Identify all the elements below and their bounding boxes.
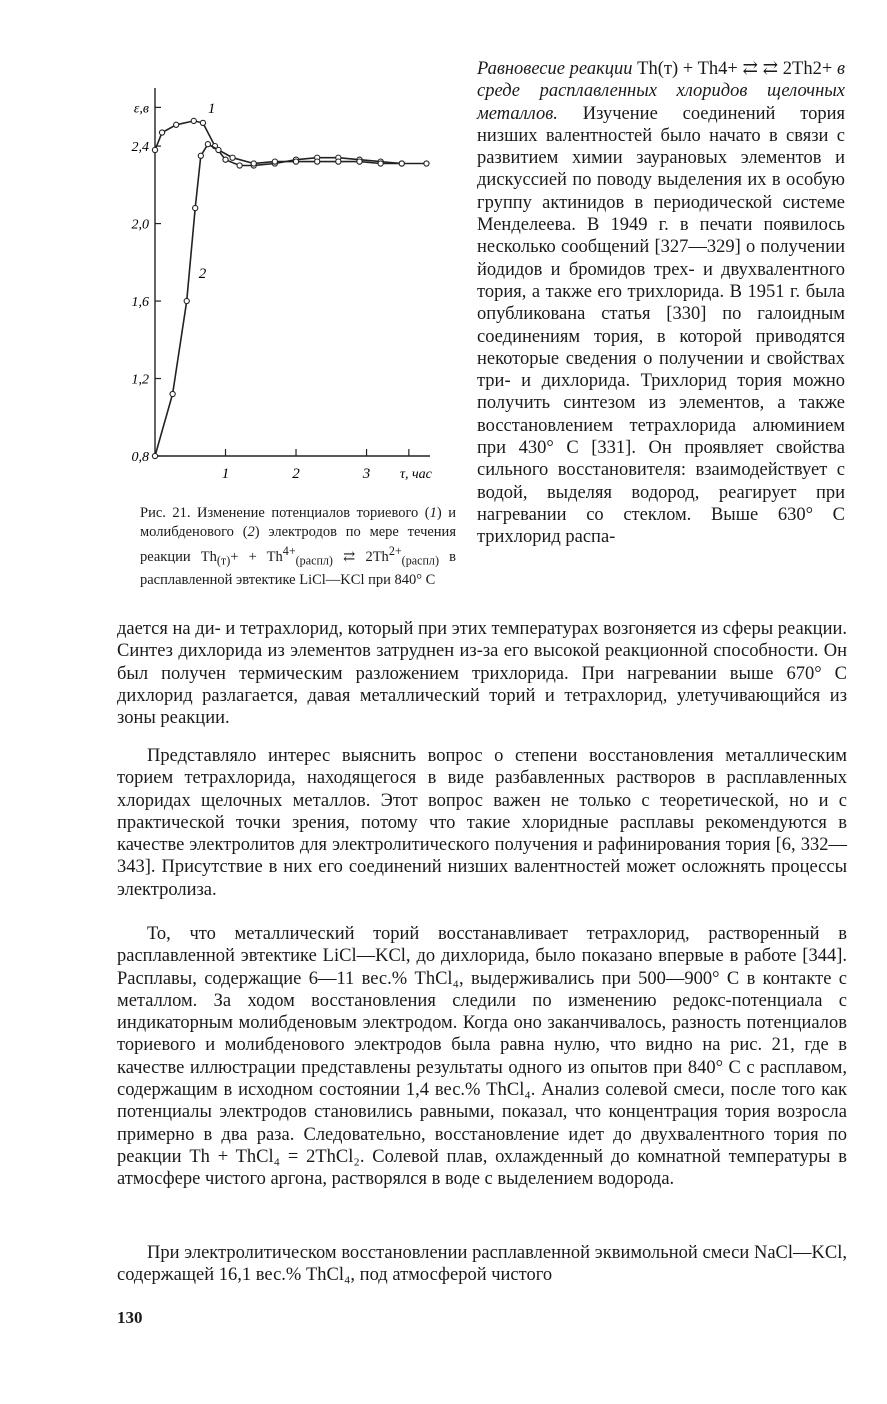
y-tick-label: 2,4 [131,140,149,156]
caption-sub: (распл) [295,553,333,568]
data-point [184,298,189,303]
right-column-body: Изучение соединений тория низших валентностей было начато в связи с развитием химии заурановых элементов и дискуссией по поводу выделения их в особую группу актинидов в периодической системе Менделеева. В 1949 г. в печати появилось несколько сообщений [327—329] о получении йодидов и бромидов трех- и двухвалентного тория, а также его трихлорида. В 1951 г. была опубликована статья [330] по галоидным соединениям тория, в которой приводятся некоторые сведения о получении и свойствах три- и дихлорида. Трихлорид тория можно получить синтезом из элементов, а также восстановлением тетрахлорида алюминием при 430° C [331]. Он проявляет свойства сильного восстановителя: взаимодействует с водой, выделяя водород, реагирует при нагревании со стеклом. Выше 630° C трихлорид распа- [477,103,845,548]
heading-equation: Th(т) + Th4+ ⇄ ⇄ 2Th2+ [632,59,833,79]
data-point [200,120,205,125]
caption-sup: 2+ [388,544,402,558]
data-point [424,161,429,166]
data-point [170,391,175,396]
y-tick-label: 1,6 [131,295,149,311]
series-line-1 [155,121,427,166]
data-point [223,157,228,162]
data-point [399,161,404,166]
x-tick-label: 1 [221,466,230,482]
y-tick-label: 0,8 [131,450,149,465]
data-point [191,118,196,123]
caption-curve-2: 2 [247,524,255,540]
caption-sup: 4+ [282,544,296,558]
x-axis-label: τ, час [399,467,432,482]
caption-curve-1: 1 [429,505,437,521]
data-point [336,159,341,164]
curve-label-2: 2 [198,265,207,282]
data-point [216,147,221,152]
paragraph-4: При электролитическом восстановлении расплавленной эквимольной смеси NaCl—KCl, содержащей 16,1 вес.% ThCl₄, под атмосферой чистого [117,1243,847,1286]
caption-sub: (распл) [401,553,439,568]
figure-21 [112,78,457,498]
x-tick-label: 3 [362,466,371,482]
curve-label-1: 1 [207,101,216,118]
data-point [378,161,383,166]
caption-text: ) электродов по мере течения реакции Th [140,524,456,565]
y-tick-label: 1,2 [131,372,149,388]
caption-text: + + Th [230,548,283,565]
right-column-text [477,58,845,549]
caption-text: в расплавленной эвтектике LiCl—KCl при 840° C [140,548,456,588]
paragraph-2: Представляло интерес выяснить вопрос о степени восстановления металлическим торием тетрахлорида, находящегося в виде разбавленных растворов в расплавленных хлоридах щелочных металлов. Этот вопрос важен не только с теоретической, но и с практической точки зрения, потому что такие хлоридные расплавы рекомендуются в качестве электролитов для электролитического получения и рафинирования тория [6, 332—343]. Присутствие в них его соединений низших валентностей может осложнять процессы электролиза. [117,746,847,900]
paragraph-3: То, что металлический торий восстанавливает тетрахлорид, растворенный в расплавленной эвтектике LiCl—KCl, до дихлорида, было показано впервые в работе [344]. Расплавы, содержащие 6—11 вес.% ThCl₄, выдерживались при 500—900° C в контакте с металлом. За ходом восстановления следили по изменению редокс-потенциала с индикаторным молибденовым электродом. Когда оно заканчивалось, разность потенциалов ториевого и молибденового электродов была равна нулю, что видно на рис. 21, где в качестве иллюстрации представлены результаты одного из опытов при 840° C с расплавом, содержащим в исходном состоянии 1,4 вес.% ThCl₄. Анализ солевой смеси, после того как потенциалы электродов становились равными, показал, что концентрация тория возросла примерно в два раза. Следовательно, восстановление идет до двухвалентного тория по реакции Th + ThCl₄ = 2ThCl₂. Солевой плав, охлажденный до комнатной температуры в атмосфере чистого аргона, растворялся в воде с выделением водорода. [117,924,847,1190]
data-point [174,122,179,127]
data-point [357,159,362,164]
caption-text: ) и молибденового ( [140,505,456,540]
potential-chart [112,78,457,498]
series-line-2 [155,144,402,456]
paragraph-1: дается на ди- и тетрахлорид, который при этих температурах возгоняется из сферы реакции. Синтез дихлорида из элементов затруднен из-за его высокой реакционной способности. Он был получен термическим разложением трихлорида. При нагревании выше 670° C дихлорид разлагается, давая металлический торий и тетрахлорид, улетучивающийся из зоны реакции. [117,619,847,729]
x-tick-label: 2 [292,466,300,482]
y-tick-label: 2,0 [131,217,149,233]
section-heading: Равновесие реакции [477,59,633,79]
caption-sub: (т) [216,553,231,568]
y-tick-label: ε,в [133,101,149,117]
data-point [152,147,157,152]
data-point [193,205,198,210]
data-point [315,159,320,164]
data-point [230,155,235,160]
data-point [237,163,242,168]
data-point [198,153,203,158]
section-heading-rest: в среде расплавленных хлоридов щелочных металлов. [477,59,845,124]
data-point [293,159,298,164]
data-point [272,159,277,164]
data-point [159,130,164,135]
data-point [152,453,157,458]
caption-text: Рис. 21. Изменение потенциалов ториевого ( [140,505,430,521]
page-number: 130 [117,1308,143,1327]
data-point [205,142,210,147]
figure-caption [140,504,456,590]
caption-text: ⇄ 2Th [332,548,389,565]
data-point [251,161,256,166]
